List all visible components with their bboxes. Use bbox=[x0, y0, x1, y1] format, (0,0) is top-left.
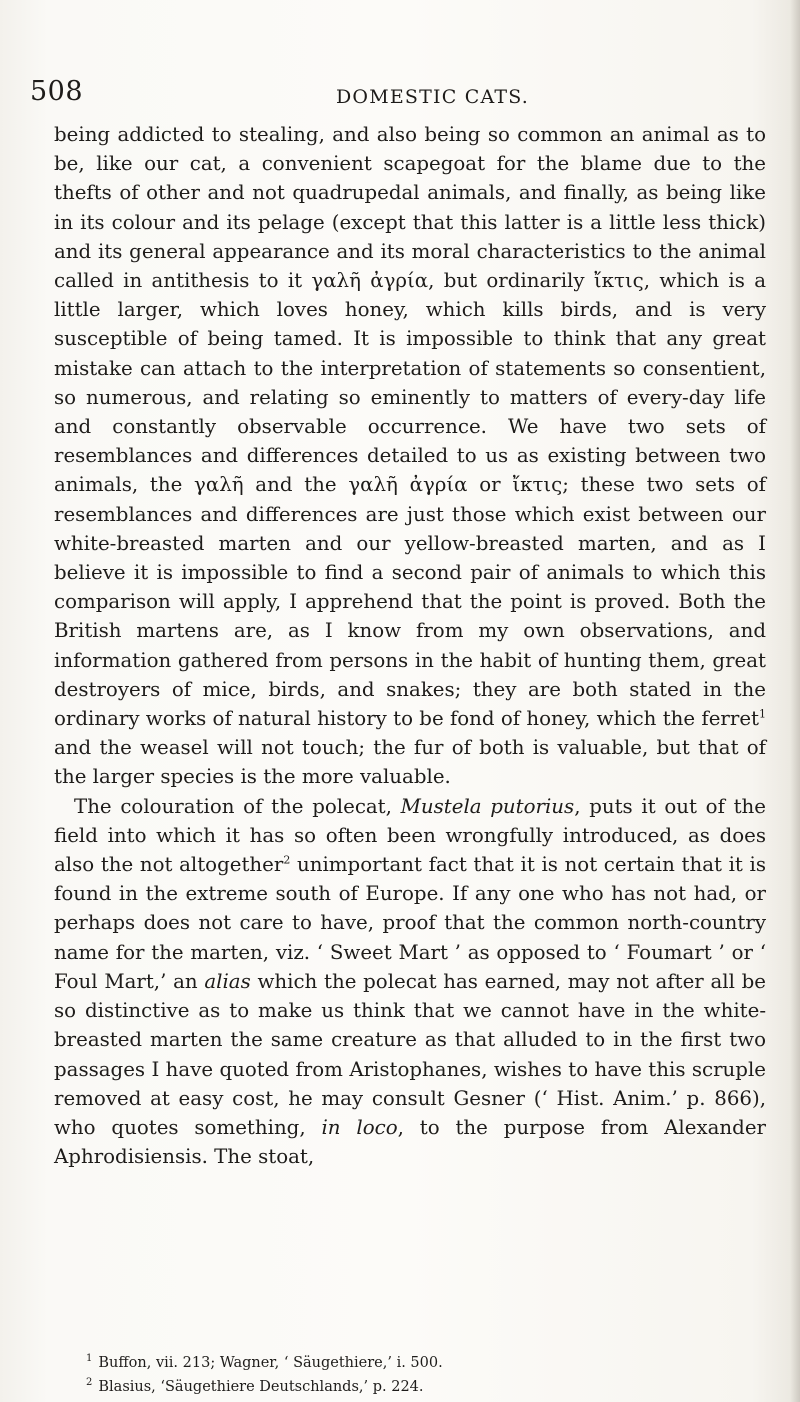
running-title: DOMESTIC CATS. bbox=[336, 86, 529, 108]
footnote-2 bbox=[86, 1373, 746, 1397]
species-name: Mustela putorius bbox=[400, 794, 575, 818]
footnote-ref-1: 1 bbox=[759, 707, 766, 721]
footnote-text: Buffon, vii. 213; Wagner, ‘ Säugethiere,’ i. 500. bbox=[98, 1354, 443, 1371]
paragraph-1-text-b: and the weasel will not touch; the fur of both is valuable, but that of the larger species is the more valuable. bbox=[54, 736, 766, 789]
footnote-number: 1 bbox=[86, 1353, 93, 1364]
paragraph-2-text-c: unimportant fact that it is not certain that it is found in the extreme south of Europe. If any one who has not had, or perhaps does not care to have, proof that the common north-country name for the marten, viz. ‘ Sweet Mart ’ as opposed to ‘ Foumart ’ or ‘ Foul Mart,’ an bbox=[54, 853, 766, 993]
paragraph-2-text-d: which the polecat has earned, may not after all be so distinctive as to make us think that we cannot have in the white-breasted marten the same creature as that alluded to in the first two passages I have quoted from Aristophanes, wishes to have this scruple removed at easy cost, he may consult Gesner (‘ Hist. Anim.’ p. 866), who quotes something, bbox=[54, 969, 766, 1139]
paragraph-1 bbox=[54, 120, 766, 792]
paragraph-1-text-a: being addicted to stealing, and also being so common an animal as to be, like our cat, a convenient scapegoat for the blame due to the thefts of other and not quadrupedal animals, and finally, as being like in its colour and its pelage (except that this latter is a little less thick) and its general appearance and its moral characteristics to the animal called in antithesis to it γαλῆ ἀγρία, but ordinarily ἴκτις, which is a little larger, which loves honey, which kills birds, and is very susceptible of being tamed. It is impossible to think that any great mistake can attach to the interpretation of statements so consentient, so numerous, and relating so eminently to matters of every-day life and constantly observable occurrence. We have two sets of resemblances and differences detailed to us as existing between two animals, the γαλῆ and the γαλῆ ἀγρία or ἴκτις; these two sets of resemblances and differences are just those which exist between our white-breasted marten and our yellow-breasted marten, and as I believe it is impossible to find a second pair of animals to which this comparison will apply, I apprehend that the point is proved. Both the British martens are, as I know from my own observations, and information gathered from persons in the habit of hunting them, great destroyers of mice, birds, and snakes; they are both stated in the ordinary works of natural history to be fond of honey, which the ferret bbox=[54, 123, 766, 731]
paragraph-2-text-a: The colouration of the polecat, bbox=[74, 794, 401, 818]
paragraph-2-text-b: , puts it out of the field into which it has so often been wrongfully introduced, as does also the not altogether bbox=[54, 794, 767, 877]
italic-alias: alias bbox=[204, 969, 251, 993]
footnote-number: 2 bbox=[86, 1376, 93, 1388]
italic-in-loco: in loco bbox=[321, 1115, 398, 1139]
page-number: 508 bbox=[30, 76, 84, 107]
body-text bbox=[54, 120, 766, 1171]
footnotes bbox=[86, 1349, 746, 1397]
page-edge-shadow bbox=[790, 0, 800, 1402]
footnote-text: Blasius, ‘Säugethiere Deutschlands,’ p. 224. bbox=[98, 1378, 424, 1395]
paragraph-2-text-e: , to the purpose from Alexander Aphrodisiensis. The stoat, bbox=[54, 1115, 766, 1169]
footnote-1 bbox=[86, 1349, 746, 1373]
paragraph-2 bbox=[54, 792, 766, 1172]
footnote-ref-2: 2 bbox=[283, 853, 291, 867]
